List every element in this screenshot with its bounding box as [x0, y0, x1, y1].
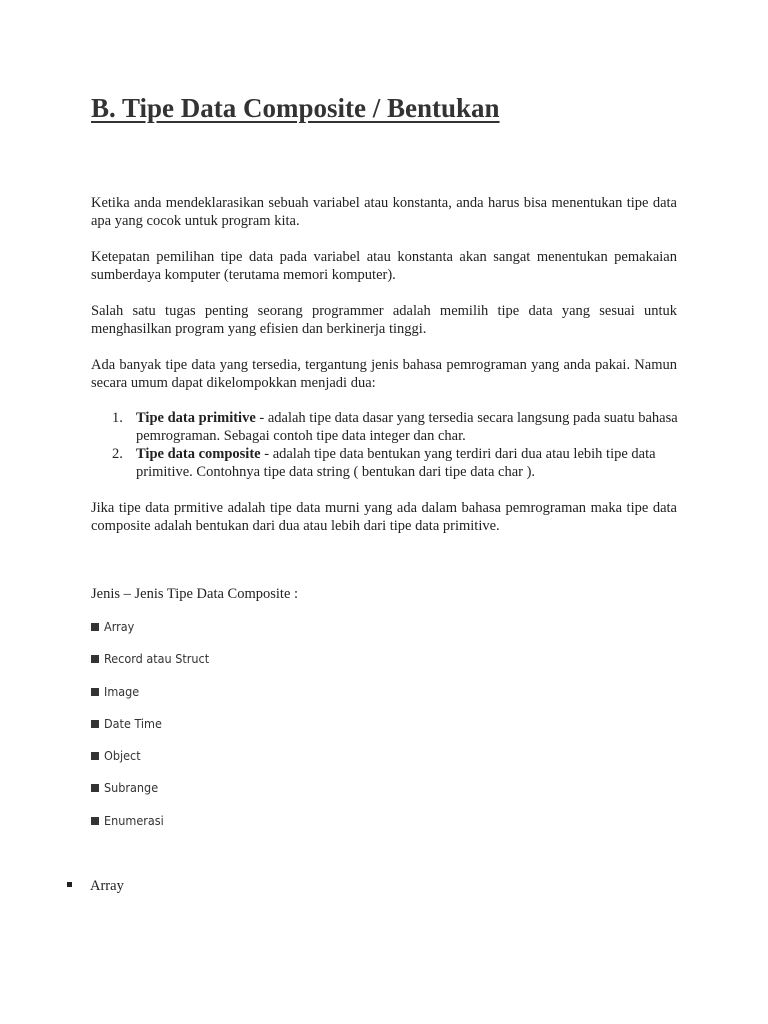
desc-composite: - adalah tipe data bentukan yang terdiri dari dua atau lebih tipe data primitive. Contohnya tipe data string ( bentukan dari tipe data char ).	[136, 446, 656, 480]
square-bullet-icon	[91, 623, 99, 631]
list-item-primitive	[112, 409, 678, 445]
composite-types-heading: Jenis – Jenis Tipe Data Composite :	[91, 586, 299, 602]
square-bullet-icon	[91, 720, 99, 728]
square-bullet-icon	[91, 655, 99, 663]
list-number: 2.	[112, 446, 123, 462]
footer-bullet-item	[67, 877, 124, 895]
square-bullet-icon	[91, 784, 99, 792]
list-item	[91, 618, 209, 650]
list-item	[91, 747, 209, 779]
list-item	[91, 779, 209, 811]
bullet-icon	[67, 882, 72, 887]
list-item	[91, 683, 209, 715]
list-number: 1.	[112, 410, 123, 426]
data-type-categories-list	[112, 409, 678, 481]
type-label: Subrange	[104, 780, 159, 796]
page-title: B. Tipe Data Composite / Bentukan	[91, 93, 500, 123]
square-bullet-icon	[91, 688, 99, 696]
paragraph-1: Ketika anda mendeklarasikan sebuah variabel atau konstanta, anda harus bisa menentukan tipe data apa yang cocok untuk program kita.	[91, 195, 677, 229]
closing-paragraph: Jika tipe data prmitive adalah tipe data murni yang ada dalam bahasa pemrograman maka tipe data composite adalah bentukan dari dua atau lebih dari tipe data primitive.	[91, 500, 677, 534]
type-label: Enumerasi	[104, 812, 164, 828]
paragraph-2: Ketepatan pemilihan tipe data pada variabel atau konstanta akan sangat menentukan pemakaian sumberdaya komputer (terutama memori komputer).	[91, 249, 677, 283]
list-item	[91, 812, 209, 844]
type-label: Image	[104, 683, 140, 699]
term-primitive: Tipe data primitive	[136, 410, 256, 426]
paragraph-4: Ada banyak tipe data yang tersedia, tergantung jenis bahasa pemrograman yang anda pakai. Namun secara umum dapat dikelompokkan menjadi dua:	[91, 357, 677, 391]
type-label: Object	[104, 748, 141, 764]
list-item	[91, 715, 209, 747]
composite-types-list	[91, 618, 209, 844]
square-bullet-icon	[91, 752, 99, 760]
type-label: Record atau Struct	[104, 651, 210, 667]
term-composite: Tipe data composite	[136, 446, 261, 462]
type-label: Date Time	[104, 715, 162, 731]
desc-primitive: - adalah tipe data dasar yang tersedia secara langsung pada suatu bahasa pemrograman. Sebagai contoh tipe data integer dan char.	[136, 410, 678, 444]
square-bullet-icon	[91, 817, 99, 825]
paragraph-3: Salah satu tugas penting seorang programmer adalah memilih tipe data yang sesuai untuk menghasilkan program yang efisien dan berkinerja tinggi.	[91, 303, 677, 337]
list-item	[91, 650, 209, 682]
type-label: Array	[104, 619, 135, 634]
list-item-composite	[112, 445, 678, 481]
footer-bullet-label: Array	[90, 878, 124, 894]
